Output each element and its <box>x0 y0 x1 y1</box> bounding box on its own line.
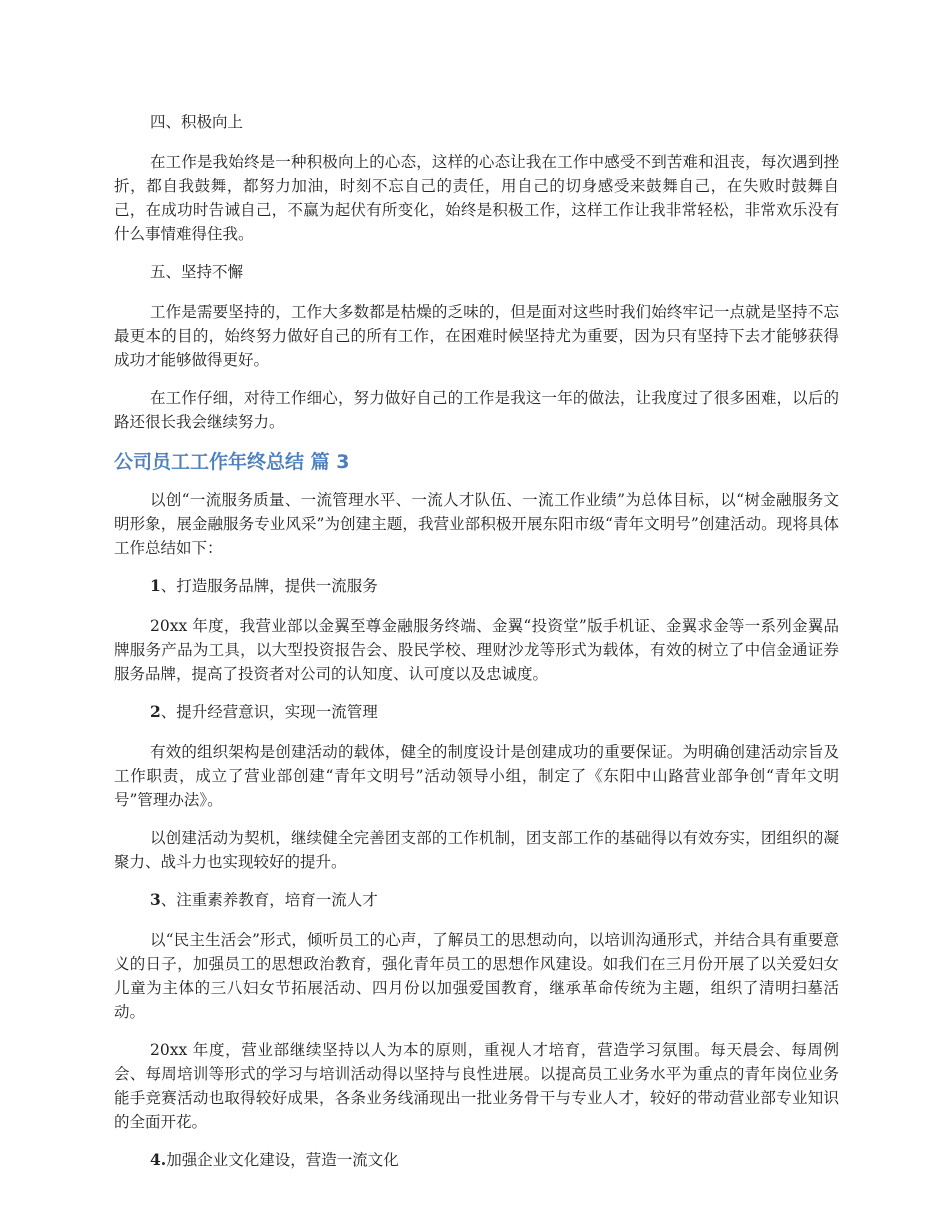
item-number: 1 <box>150 576 161 595</box>
section-heading: 四、积极向上 <box>150 113 244 131</box>
body-paragraph: 在工作是我始终是一种积极向上的心态，这样的心态让我在工作中感受不到苦难和沮丧，每次遇到挫折，都自我鼓舞，都努力加油，时刻不忘自己的责任，用自己的切身感受来鼓舞自己，在失败时鼓舞自己，在成功时告诫自己，不赢为起伏有所变化，始终是积极工作，这样工作让我非常轻松，非常欢乐没有什么事情难得住我。 <box>114 153 839 243</box>
item-number: 3 <box>150 890 161 909</box>
intro-paragraph: 以创“一流服务质量、一流管理水平、一流人才队伍、一流工作业绩”为总体目标，以“树金融服务文明形象，展金融服务专业风采”为创建主题，我营业部积极开展东阳市级“青年文明号”创建活动。现将具体工作总结如下： <box>114 491 839 557</box>
body-paragraph: 以创建活动为契机，继续健全完善团支部的工作机制，团支部工作的基础得以有效夯实，团组织的凝聚力、战斗力也实现较好的提升。 <box>114 829 839 871</box>
body-paragraph: 工作是需要坚持的，工作大多数都是枯燥的乏味的，但是面对这些时我们始终牢记一点就是坚持不忘最更本的目的，始终努力做好自己的所有工作，在困难时候坚持尤为重要，因为只有坚持下去才能够获得成功才能够做得更好。 <box>114 303 839 369</box>
item-heading-text: 、打造服务品牌，提供一流服务 <box>160 577 378 595</box>
item-heading-text: 、注重素养教育，培育一流人才 <box>160 891 378 909</box>
item-heading <box>114 1148 839 1172</box>
body-paragraph: 20xx 年度，营业部继续坚持以人为本的原则，重视人才培育，营造学习氛围。每天晨会、每周例会、每周培训等形式的学习与培训活动得以坚持与良性进展。以提高员工业务水平为重点的青年岗位业务能手竞赛活动也取得较好成果，各条业务线涌现出一批业务骨干与专业人才，较好的带动营业部专业知识的全面开花。 <box>114 1041 839 1131</box>
body-paragraph: 在工作仔细，对待工作细心，努力做好自己的工作是我这一年的做法，让我度过了很多困难，以后的路还很长我会继续努力。 <box>114 389 839 431</box>
item-heading-text: 加强企业文化建设，营造一流文化 <box>166 1151 399 1169</box>
article-title: 公司员工工作年终总结 篇 3 <box>114 451 350 473</box>
body-paragraph: 以“民主生活会”形式，倾听员工的心声，了解员工的思想动向，以培训沟通形式，并结合具有重要意义的日子，加强员工的思想政治教育，强化青年员工的思想作风建设。如我们在三月份开展了以关爱妇女儿童为主体的三八妇女节拓展活动、四月份以加强爱国教育，继承革命传统为主题，组织了清明扫墓活动。 <box>114 931 839 1021</box>
body-paragraph: 20xx 年度，我营业部以金翼至尊金融服务终端、金翼“投资堂”版手机证、金翼求金等一系列金翼品牌服务产品为工具，以大型投资报告会、股民学校、理财沙龙等形式为载体，有效的树立了中信金通证券服务品牌，提高了投资者对公司的认知度、认可度以及忠诚度。 <box>114 617 839 683</box>
item-heading <box>114 574 839 598</box>
item-heading <box>114 888 839 912</box>
item-heading-text: 、提升经营意识，实现一流管理 <box>160 703 378 721</box>
item-number: 4. <box>150 1150 167 1169</box>
body-paragraph: 有效的组织架构是创建活动的载体，健全的制度设计是创建成功的重要保证。为明确创建活动宗旨及工作职责，成立了营业部创建“青年文明号”活动领导小组，制定了《东阳中山路营业部争创“青年文明号”管理办法》。 <box>114 743 839 809</box>
item-number: 2 <box>150 702 161 721</box>
item-heading <box>114 700 839 724</box>
section-heading: 五、坚持不懈 <box>150 263 244 281</box>
document-page <box>114 110 839 1188</box>
